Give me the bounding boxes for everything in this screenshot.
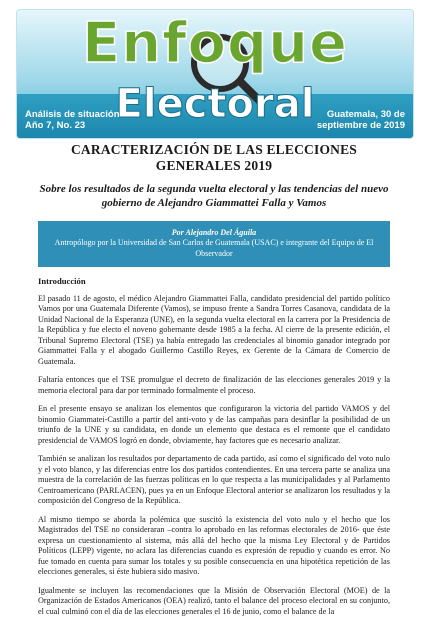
section-heading: Introducción — [38, 275, 86, 286]
masthead-title-enfoque: Enfoque — [82, 11, 348, 76]
issue-info — [25, 110, 120, 132]
issue-type: Análisis de situación — [25, 109, 120, 120]
masthead-title-electoral: Electoral — [115, 81, 315, 127]
masthead-banner — [16, 9, 414, 139]
paragraph: El pasado 11 de agosto, el médico Alejandro Giammattei Falla, candidato presidencial del partido político Vamos por una Guatemala Diferente (Vamos), se impuso frente a Sandra Torres Casanova, candidata de la Unidad Nacional de la Esperanza (UNE), en la segunda vuelta electoral en la carrera por la Presidencia de la República y fue electo el noveno gobernante desde 1985 a la fecha. Al cierre de la presente edición, el Tribunal Supremo Electoral (TSE) ya había entregado las credenciales al binomio ganador integrado por Giammattei Falla y el abogado Guillermo Castillo Reyes, ex Gerente de la Cámara de Comercio de Guatemala. — [38, 293, 390, 366]
issue-date-line2: septiembre de 2019 — [316, 119, 405, 131]
paragraph: En el presente ensayo se analizan los elementos que configuraron la victoria del partido VAMOS y del binomio Giammatei-Castillo a partir del anti-voto y de las campañas para desinflar la posibilidad de un triunfo de la UNE y su candidata, en donde un elemento que destaca es el remonte que el candidato presidencial de VAMOS logró en donde, obviamente, hay factores que es necesario analizar. — [38, 404, 390, 445]
author-box — [38, 221, 390, 267]
paragraph: Igualmente se incluyen las recomendaciones que la Misión de Observación Electoral (MOE) de la Organización de Estados Americanos (OEA) realizó, tanto el balance del proceso electoral en su conjunto, el cual culminó con el día de las elecciones generales el 16 de junio, como el balance de la — [38, 585, 390, 616]
author-byline: Por Alejandro Del Águila — [171, 227, 257, 237]
article-title: CARACTERIZACIÓN DE LAS ELECCIONES GENERALES 2019 — [70, 142, 358, 173]
article-subtitle: Sobre los resultados de la segunda vuelta electoral y las tendencias del nuevo gobierno de Alejandro Giammattei Falla y Vamos — [39, 183, 389, 210]
issue-date — [317, 110, 405, 132]
author-affiliation: Antropólogo por la Universidad de San Carlos de Guatemala (USAC) e integrante del Equipo de El Observador — [54, 238, 374, 259]
paragraph: Faltaría entonces que el TSE promulgue el decreto de finalización de las elecciones generales 2019 y la memoria electoral para dar por terminado formalmente el proceso. — [38, 375, 390, 395]
article-body — [38, 142, 390, 617]
issue-number: Año 7, No. 23 — [25, 119, 86, 131]
issue-date-line1: Guatemala, 30 de — [326, 109, 405, 120]
paragraph: También se analizan los resultados por departamento de cada partido, así como el significado del voto nulo y el voto blanco, y las diferencias entre los dos partidos contendientes. En una tercera parte se analiza una muestra de la correlación de las fuerzas políticas en lo que respecta a las municipalidades y al Parlamento Centroamericano (PARLACEN), pues ya en un Enfoque Electoral anterior se analizaron los resultados y la composición del Congreso de la República. — [38, 454, 390, 506]
paragraph: Al mismo tiempo se aborda la polémica que suscitó la existencia del voto nulo y el hecho que los Magistrados del TSE no consideraran –contra lo aprobado en las reformas electorales de 2016- que éste expresa un cuestionamiento al sistema, más allá del hecho que la misma Ley Electoral y de Partidos Políticos (LEPP) vigente, no aclara las diferencias cuando es expresión de repudio y cuando es error. No fue tomado en cuenta para sumar los totales y su posible consecuencia en una hipotética repetición de las elecciones generales, si éste hubiera sido masivo. — [38, 514, 390, 577]
